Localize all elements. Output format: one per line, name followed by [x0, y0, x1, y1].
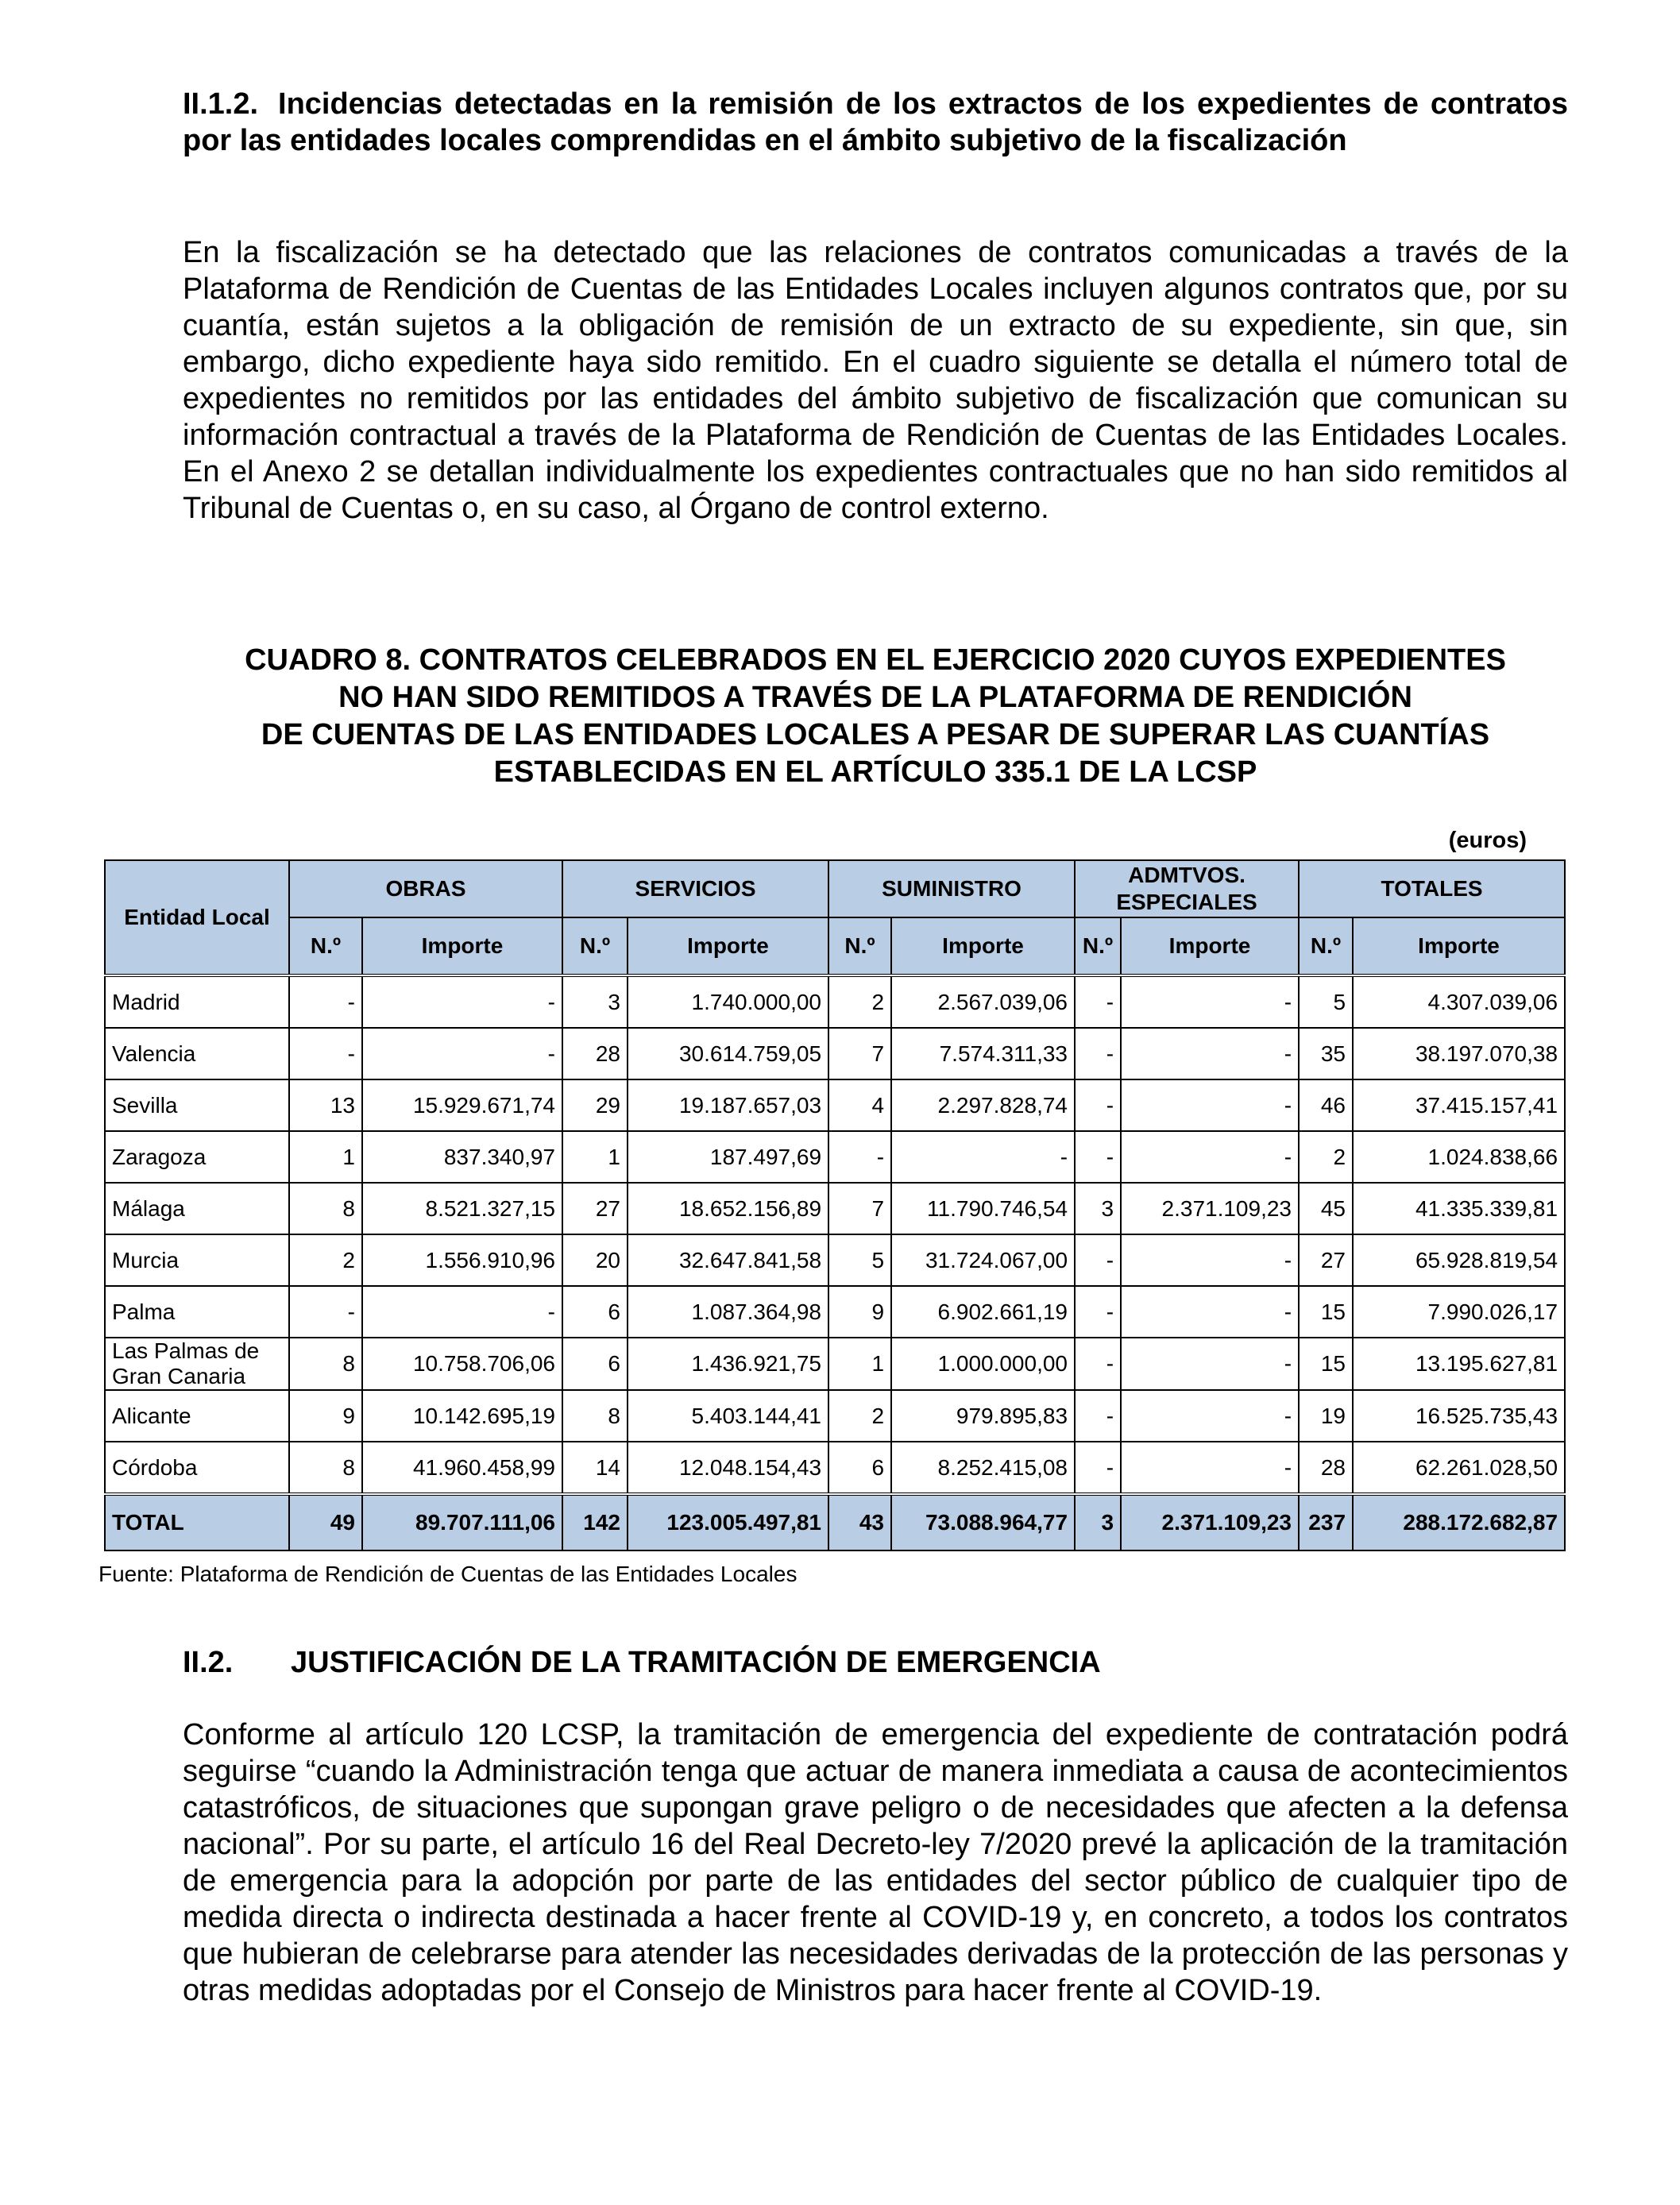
- table-title: [183, 642, 1568, 791]
- entity-name: Málaga: [105, 1183, 289, 1234]
- total-label: TOTAL: [105, 1494, 289, 1550]
- amount-cell: 12.048.154,43: [628, 1442, 828, 1494]
- header-group-totales: TOTALES: [1299, 860, 1565, 917]
- count-cell: 15: [1299, 1338, 1353, 1390]
- count-cell: 6: [828, 1442, 891, 1494]
- entity-name: Córdoba: [105, 1442, 289, 1494]
- total-cell: 49: [289, 1494, 362, 1550]
- table-row: [105, 1286, 1565, 1338]
- count-cell: -: [1075, 975, 1121, 1028]
- header-importe: Importe: [628, 917, 828, 975]
- total-cell: 237: [1299, 1494, 1353, 1550]
- count-cell: 27: [562, 1183, 628, 1234]
- section-heading: [183, 86, 1568, 159]
- amount-cell: 62.261.028,50: [1353, 1442, 1565, 1494]
- count-cell: -: [1075, 1028, 1121, 1079]
- table-title-line: ESTABLECIDAS EN EL ARTÍCULO 335.1 DE LA LCSP: [493, 755, 1257, 789]
- amount-cell: -: [362, 975, 562, 1028]
- count-cell: 7: [828, 1028, 891, 1079]
- amount-cell: 837.340,97: [362, 1131, 562, 1183]
- count-cell: 29: [562, 1079, 628, 1131]
- amount-cell: 30.614.759,05: [628, 1028, 828, 1079]
- count-cell: 5: [1299, 975, 1353, 1028]
- header-group-admtvos: ADMTVOS. ESPECIALES: [1075, 860, 1299, 917]
- amount-cell: 7.574.311,33: [891, 1028, 1075, 1079]
- header-num: N.º: [562, 917, 628, 975]
- amount-cell: 2.297.828,74: [891, 1079, 1075, 1131]
- table-row: [105, 1028, 1565, 1079]
- count-cell: 19: [1299, 1390, 1353, 1442]
- entity-name: Murcia: [105, 1234, 289, 1286]
- amount-cell: 979.895,83: [891, 1390, 1075, 1442]
- intro-paragraph: [183, 234, 1568, 527]
- total-cell: 288.172.682,87: [1353, 1494, 1565, 1550]
- count-cell: 2: [828, 1390, 891, 1442]
- count-cell: -: [1075, 1234, 1121, 1286]
- count-cell: 8: [562, 1390, 628, 1442]
- count-cell: -: [1075, 1286, 1121, 1338]
- count-cell: 45: [1299, 1183, 1353, 1234]
- header-importe: Importe: [1121, 917, 1299, 975]
- amount-cell: 1.740.000,00: [628, 975, 828, 1028]
- amount-cell: 1.024.838,66: [1353, 1131, 1565, 1183]
- count-cell: 14: [562, 1442, 628, 1494]
- paragraph-text: En la fiscalización se ha detectado que las relaciones de contratos comunicadas a través de la Plataforma de Rendición de Cuentas de las Entidades Locales incluyen algunos contratos que, por su cuantía, están sujetos a la obligación de remisión de un extracto de su expediente, sin que, sin embargo, dicho expediente haya sido remitido. En el cuadro siguiente se detalla el número total de expedientes no remitidos por las entidades del ámbito subjetivo de fiscalización que comunican su información contractual a través de la Plataforma de Rendición de Cuentas de las Entidades Locales. En el Anexo 2 se detallan individualmente los expedientes contractuales que no han sido remitidos al Tribunal de Cuentas o, en su caso, al Órgano de control externo.: [183, 236, 1568, 525]
- amount-cell: -: [1121, 1079, 1299, 1131]
- table-title-line: NO HAN SIDO REMITIDOS A TRAVÉS DE LA PLATAFORMA DE RENDICIÓN: [338, 681, 1412, 714]
- count-cell: -: [289, 975, 362, 1028]
- table-row: [105, 1442, 1565, 1494]
- entity-name: Alicante: [105, 1390, 289, 1442]
- table-title-line: DE CUENTAS DE LAS ENTIDADES LOCALES A PESAR DE SUPERAR LAS CUANTÍAS: [261, 718, 1490, 751]
- amount-cell: -: [1121, 1442, 1299, 1494]
- units-label: (euros): [1448, 828, 1527, 853]
- table-body: [105, 975, 1565, 1494]
- header-group-obras: OBRAS: [289, 860, 562, 917]
- header-importe: Importe: [362, 917, 562, 975]
- amount-cell: -: [1121, 1131, 1299, 1183]
- count-cell: 7: [828, 1183, 891, 1234]
- count-cell: 6: [562, 1286, 628, 1338]
- entity-name: Las Palmas de Gran Canaria: [105, 1338, 289, 1390]
- header-num: N.º: [289, 917, 362, 975]
- amount-cell: 15.929.671,74: [362, 1079, 562, 1131]
- section2-title: JUSTIFICACIÓN DE LA TRAMITACIÓN DE EMERGENCIA: [291, 1646, 1101, 1679]
- count-cell: -: [289, 1028, 362, 1079]
- count-cell: -: [828, 1131, 891, 1183]
- count-cell: 9: [828, 1286, 891, 1338]
- count-cell: -: [1075, 1131, 1121, 1183]
- table-source: Fuente: Plataforma de Rendición de Cuentas de las Entidades Locales: [98, 1562, 798, 1586]
- table-row: [105, 1183, 1565, 1234]
- amount-cell: 38.197.070,38: [1353, 1028, 1565, 1079]
- amount-cell: -: [362, 1028, 562, 1079]
- amount-cell: -: [1121, 975, 1299, 1028]
- table-row: [105, 975, 1565, 1028]
- entity-name: Palma: [105, 1286, 289, 1338]
- section2-heading: [183, 1646, 1568, 1680]
- amount-cell: 6.902.661,19: [891, 1286, 1075, 1338]
- entity-name: Madrid: [105, 975, 289, 1028]
- amount-cell: 2.567.039,06: [891, 975, 1075, 1028]
- amount-cell: 37.415.157,41: [1353, 1079, 1565, 1131]
- count-cell: 3: [562, 975, 628, 1028]
- amount-cell: 1.087.364,98: [628, 1286, 828, 1338]
- count-cell: 4: [828, 1079, 891, 1131]
- count-cell: 28: [1299, 1442, 1353, 1494]
- count-cell: 6: [562, 1338, 628, 1390]
- count-cell: -: [1075, 1079, 1121, 1131]
- amount-cell: 187.497,69: [628, 1131, 828, 1183]
- section2-number: II.2.: [183, 1646, 234, 1679]
- count-cell: 27: [1299, 1234, 1353, 1286]
- count-cell: 1: [828, 1338, 891, 1390]
- total-cell: 3: [1075, 1494, 1121, 1550]
- header-num: N.º: [1299, 917, 1353, 975]
- amount-cell: -: [362, 1286, 562, 1338]
- amount-cell: 11.790.746,54: [891, 1183, 1075, 1234]
- amount-cell: 4.307.039,06: [1353, 975, 1565, 1028]
- count-cell: 1: [562, 1131, 628, 1183]
- header-group-servicios: SERVICIOS: [562, 860, 828, 917]
- amount-cell: 13.195.627,81: [1353, 1338, 1565, 1390]
- amount-cell: 1.000.000,00: [891, 1338, 1075, 1390]
- amount-cell: -: [1121, 1234, 1299, 1286]
- header-num: N.º: [828, 917, 891, 975]
- table-row: [105, 1079, 1565, 1131]
- amount-cell: 7.990.026,17: [1353, 1286, 1565, 1338]
- table-row: [105, 1390, 1565, 1442]
- count-cell: -: [1075, 1338, 1121, 1390]
- table-row: [105, 1338, 1565, 1390]
- header-importe: Importe: [1353, 917, 1565, 975]
- amount-cell: 31.724.067,00: [891, 1234, 1075, 1286]
- amount-cell: 10.758.706,06: [362, 1338, 562, 1390]
- amount-cell: 18.652.156,89: [628, 1183, 828, 1234]
- table-row: [105, 1131, 1565, 1183]
- count-cell: -: [1075, 1390, 1121, 1442]
- count-cell: 8: [289, 1338, 362, 1390]
- contracts-table: [104, 859, 1566, 1551]
- entity-name: Valencia: [105, 1028, 289, 1079]
- count-cell: 2: [828, 975, 891, 1028]
- total-cell: 142: [562, 1494, 628, 1550]
- amount-cell: 65.928.819,54: [1353, 1234, 1565, 1286]
- section-title: Incidencias detectadas en la remisión de los extractos de los expedientes de contratos por las entidades locales comprendidas en el ámbito subjetivo de la fiscalización: [183, 87, 1568, 157]
- header-entity: Entidad Local: [105, 860, 289, 975]
- table-row: [105, 1234, 1565, 1286]
- count-cell: 5: [828, 1234, 891, 1286]
- count-cell: 8: [289, 1183, 362, 1234]
- amount-cell: 41.960.458,99: [362, 1442, 562, 1494]
- amount-cell: -: [1121, 1338, 1299, 1390]
- count-cell: 15: [1299, 1286, 1353, 1338]
- entity-name: Sevilla: [105, 1079, 289, 1131]
- amount-cell: 8.252.415,08: [891, 1442, 1075, 1494]
- count-cell: 28: [562, 1028, 628, 1079]
- count-cell: 2: [1299, 1131, 1353, 1183]
- table-title-line: CUADRO 8. CONTRATOS CELEBRADOS EN EL EJERCICIO 2020 CUYOS EXPEDIENTES: [245, 643, 1506, 677]
- count-cell: 9: [289, 1390, 362, 1442]
- amount-cell: 1.556.910,96: [362, 1234, 562, 1286]
- total-cell: 2.371.109,23: [1121, 1494, 1299, 1550]
- total-cell: 89.707.111,06: [362, 1494, 562, 1550]
- count-cell: 2: [289, 1234, 362, 1286]
- amount-cell: 5.403.144,41: [628, 1390, 828, 1442]
- count-cell: -: [1075, 1442, 1121, 1494]
- section-number: II.1.2.: [183, 87, 259, 121]
- header-group-suministro: SUMINISTRO: [828, 860, 1075, 917]
- amount-cell: 10.142.695,19: [362, 1390, 562, 1442]
- amount-cell: -: [1121, 1286, 1299, 1338]
- count-cell: 3: [1075, 1183, 1121, 1234]
- header-importe: Importe: [891, 917, 1075, 975]
- count-cell: 1: [289, 1131, 362, 1183]
- amount-cell: 2.371.109,23: [1121, 1183, 1299, 1234]
- count-cell: 8: [289, 1442, 362, 1494]
- amount-cell: -: [1121, 1028, 1299, 1079]
- count-cell: -: [289, 1286, 362, 1338]
- count-cell: 46: [1299, 1079, 1353, 1131]
- count-cell: 13: [289, 1079, 362, 1131]
- table-total-row: [105, 1494, 1565, 1550]
- count-cell: 35: [1299, 1028, 1353, 1079]
- count-cell: 20: [562, 1234, 628, 1286]
- total-cell: 73.088.964,77: [891, 1494, 1075, 1550]
- total-cell: 123.005.497,81: [628, 1494, 828, 1550]
- amount-cell: -: [1121, 1390, 1299, 1442]
- amount-cell: -: [891, 1131, 1075, 1183]
- entity-name: Zaragoza: [105, 1131, 289, 1183]
- amount-cell: 41.335.339,81: [1353, 1183, 1565, 1234]
- amount-cell: 8.521.327,15: [362, 1183, 562, 1234]
- paragraph-text: Conforme al artículo 120 LCSP, la tramitación de emergencia del expediente de contratación podrá seguirse “cuando la Administración tenga que actuar de manera inmediata a causa de acontecimientos catastróficos, de situaciones que supongan grave peligro o de necesidades que afecten a la defensa nacional”. Por su parte, el artículo 16 del Real Decreto-ley 7/2020 prevé la aplicación de la tramitación de emergencia para la adopción por parte de las entidades del sector público de cualquier tipo de medida directa o indirecta destinada a hacer frente al COVID-19 y, en concreto, a todos los contratos que hubieran de celebrarse para atender las necesidades derivadas de la protección de las personas y otras medidas adoptadas por el Consejo de Ministros para hacer frente al COVID-19.: [183, 1718, 1568, 2007]
- amount-cell: 19.187.657,03: [628, 1079, 828, 1131]
- amount-cell: 1.436.921,75: [628, 1338, 828, 1390]
- amount-cell: 32.647.841,58: [628, 1234, 828, 1286]
- amount-cell: 16.525.735,43: [1353, 1390, 1565, 1442]
- total-cell: 43: [828, 1494, 891, 1550]
- emergency-paragraph: [183, 1717, 1568, 2009]
- header-num: N.º: [1075, 917, 1121, 975]
